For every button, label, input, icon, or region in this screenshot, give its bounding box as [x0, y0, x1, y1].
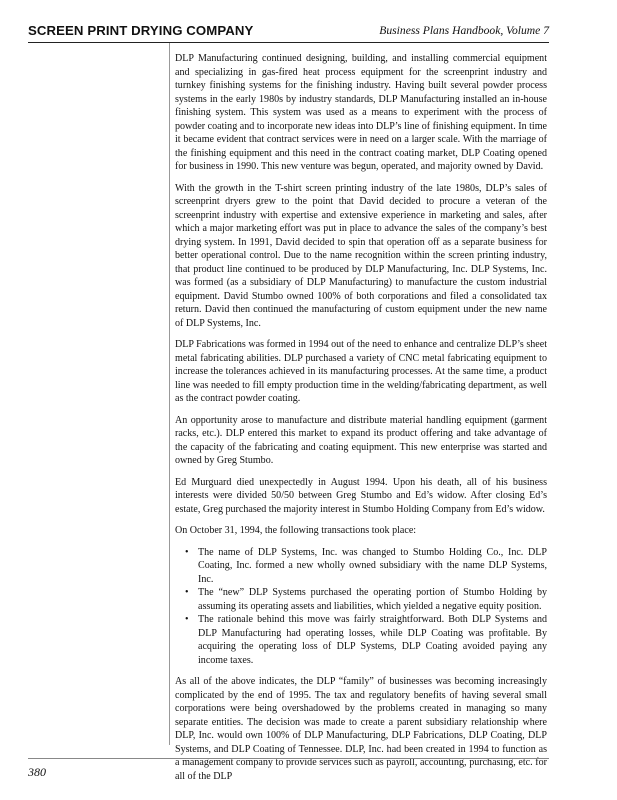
paragraph-ed-murguard: Ed Murguard died unexpectedly in August 1994. Upon his death, all of his business interests were divided 50/50 between Greg Stumbo and Ed’s widow. After closing Ed’s estate, Greg purchased the majority interest in Stumbo Holding Company from Ed’s widow.: [175, 476, 547, 515]
paragraph-dlp-manufacturing: DLP Manufacturing continued designing, building, and installing commercial equipment and specializing in gas-fired heat process equipment for the screenprint industry and turnkey finishing systems for the finishing industry. Having built several powder process systems in the early 1980s by industry standards, DLP Manufacturing installed an in-house finishing system. This system was used as a means to experiment with the process of powder coating and to incorporate new ideas into DLP’s line of finishing equipment. In time it became evident that contract services were in need on a larger scale. With the marriage of the finishing equipment and this need in the contract coating market, DLP Coating opened for business in 1990. This new venture was begun, operated, and majority owned by David.: [175, 53, 547, 172]
list-item: [185, 586, 547, 613]
footer-rule: [28, 758, 549, 759]
list-item-text: The “new” DLP Systems purchased the operating portion of Stumbo Holding by assuming its operating assets and liabilities, which yielded a negative equity position.: [198, 587, 547, 612]
paragraph-dlp-family: As all of the above indicates, the DLP “family” of businesses was becoming increasingly complicated by the end of 1995. The tax and regulatory benefits of having several small corporations were being overshadowed by the problems created in managing so many separate entities. The decision was made to create a parent subsidiary relationship where DLP, Inc. would own 100% of DLP Manufacturing, DLP Fabrications, DLP Coating, DLP Systems, and DLP Coating of Tennessee. DLP, Inc. had been created in 1994 to function as a management company to provide services such as payroll, accounting, purchasing, etc. for all of the DLP: [175, 676, 547, 782]
list-item: [185, 613, 547, 667]
header-section-title: SCREEN PRINT DRYING COMPANY: [28, 23, 254, 38]
paragraph-dlp-fabrications: DLP Fabrications was formed in 1994 out of the need to enhance and centralize DLP’s sheet metal fabricating abilities. DLP purchased a variety of CNC metal fabricating equipment to increase the tolerances achieved in its manufacturing processes. At the same time, a product line was needed to fill empty production time in the welding/fabricating department, as well as the contract powder coating.: [175, 339, 547, 404]
running-header: [28, 22, 549, 42]
bullet-icon: •: [185, 546, 189, 558]
bullet-icon: •: [185, 587, 189, 598]
margin-rule: [169, 43, 170, 745]
paragraph-transactions-intro: On October 31, 1994, the following transactions took place:: [175, 525, 417, 536]
paragraph-dlp-systems: With the growth in the T-shirt screen printing industry of the late 1980s, DLP’s sales of screenprint dryers grew to the point that David decided to procure a veteran of the screenprint industry with expertise and extensive experience in marketing and sales, after which a major marketing effort was put in place to advance the sales of the company’s best drying system. In 1991, David decided to spin that operation off as a separate business for better operational control. Due to the name recognition within the screen printing industry, that product line continued to be produced by DLP Manufacturing, Inc. DLP Systems, Inc. was formed (as a subsidiary of DLP Manufacturing) to manufacture the custom industrial equipment. David Stumbo owned 100% of both corporations and filed a consolidated tax return. David then continued the manufacturing of custom equipment under the new name of DLP Systems, Inc.: [175, 182, 547, 329]
paragraph-material-handling: An opportunity arose to manufacture and distribute material handling equipment (garment racks, etc.). DLP entered this market to expand its product offering and take advantage of the capacity of the fabricating and coating equipment. This new enterprise was started and owned by Greg Stumbo.: [175, 414, 547, 466]
list-item-text: The rationale behind this move was fairly straightforward. Both DLP Systems and DLP Manufacturing had operating losses, while DLP Coating was profitable. By acquiring the operating loss of DLP Systems, DLP Coating avoided paying any income taxes.: [198, 614, 547, 666]
header-rule: [28, 42, 549, 43]
bullet-icon: •: [185, 614, 189, 625]
list-item: [185, 546, 547, 587]
page-number: 380: [28, 765, 46, 779]
header-book-title: Business Plans Handbook, Volume 7: [379, 24, 549, 37]
list-item-text: The name of DLP Systems, Inc. was changed to Stumbo Holding Co., Inc. DLP Coating, Inc. formed a new wholly owned subsidiary with the name DLP Systems, Inc.: [198, 546, 547, 585]
body-text: [175, 52, 547, 791]
transactions-list: [175, 546, 547, 668]
